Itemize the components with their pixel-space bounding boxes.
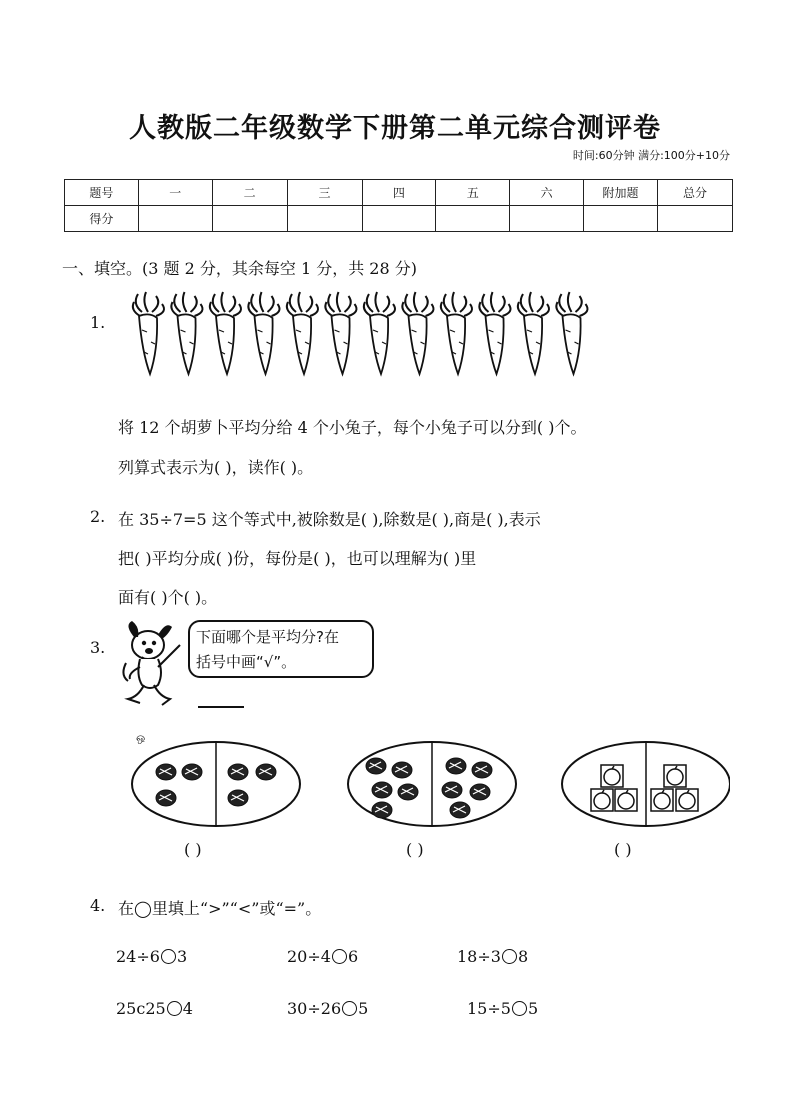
carrot-icon xyxy=(210,292,241,374)
compare-left: 24÷6 xyxy=(116,947,160,966)
answer-paren-2[interactable]: ( ) xyxy=(406,840,424,859)
carrot-icon xyxy=(402,292,433,374)
score-input-cell[interactable] xyxy=(510,206,584,232)
compare-circle[interactable] xyxy=(342,1001,357,1016)
carrot-icon xyxy=(556,292,587,374)
compare-right: 4 xyxy=(182,999,193,1018)
compare-left: 20÷4 xyxy=(287,947,331,966)
carrot-icon xyxy=(518,292,549,374)
answer-paren-1[interactable]: ( ) xyxy=(184,840,202,859)
carrot-row-illustration xyxy=(128,290,608,378)
compare-right: 3 xyxy=(176,947,188,966)
score-header-cell: 六 xyxy=(510,180,584,206)
score-header-cell: 附加题 xyxy=(584,180,658,206)
compare-right: 5 xyxy=(527,999,539,1018)
score-input-cell[interactable] xyxy=(436,206,510,232)
carrot-icon xyxy=(364,292,395,374)
score-header-cell: 三 xyxy=(287,180,362,206)
question-number: 2. xyxy=(90,507,106,526)
score-input-cell[interactable] xyxy=(362,206,436,232)
compare-circle[interactable] xyxy=(167,1001,182,1016)
compare-right: 8 xyxy=(517,947,529,966)
carrot-icon xyxy=(479,292,510,374)
score-table-header-row xyxy=(65,180,733,206)
dog-mascot-icon xyxy=(118,615,192,710)
score-header-cell: 题号 xyxy=(65,180,139,206)
score-input-cell[interactable] xyxy=(287,206,362,232)
score-input-cell[interactable] xyxy=(658,206,733,232)
question-number: 3. xyxy=(90,638,106,657)
answer-paren-3[interactable]: ( ) xyxy=(614,840,632,859)
compare-item xyxy=(287,947,358,966)
compare-left: 25c25 xyxy=(116,999,166,1018)
compare-left: 18÷3 xyxy=(457,947,501,966)
compare-item xyxy=(467,999,538,1018)
small-mark-icon: ஒ xyxy=(136,731,146,744)
carrot-icon xyxy=(133,292,164,374)
apple-icon xyxy=(654,793,670,809)
section-heading: 一、填空。(3 题 2 分，其余每空 1 分，共 28 分) xyxy=(62,259,417,278)
compare-left: 15÷5 xyxy=(467,999,511,1018)
apple-icon xyxy=(667,769,683,785)
score-input-cell[interactable] xyxy=(138,206,212,232)
compare-right: 6 xyxy=(347,947,359,966)
compare-circle[interactable] xyxy=(161,949,176,964)
q3-options-illustration xyxy=(130,740,730,828)
compare-circle[interactable] xyxy=(332,949,347,964)
apple-icon xyxy=(618,793,634,809)
carrot-icon xyxy=(171,292,202,374)
compare-circle[interactable] xyxy=(502,949,517,964)
q1-line2: 列算式表示为( )，读作( )。 xyxy=(118,458,314,477)
compare-item xyxy=(116,947,187,966)
compare-item xyxy=(287,999,368,1018)
score-table xyxy=(64,179,733,232)
score-row-label: 得分 xyxy=(65,206,139,232)
score-header-cell: 总分 xyxy=(658,180,733,206)
exam-meta: 时间:60分钟 满分:100分+10分 xyxy=(572,149,730,162)
carrot-icon-group xyxy=(133,292,588,374)
bubble-line1: 下面哪个是平均分?在 xyxy=(196,628,339,646)
score-header-cell: 一 xyxy=(138,180,212,206)
compare-left: 30÷26 xyxy=(287,999,342,1018)
compare-item xyxy=(116,999,193,1018)
bubble-line2: 括号中画“√”。 xyxy=(196,653,297,671)
speech-bubble xyxy=(188,620,374,678)
compare-item xyxy=(457,947,528,966)
apple-icon xyxy=(679,793,695,809)
question-number: 4. xyxy=(90,896,106,915)
compare-right: 5 xyxy=(358,999,369,1018)
plates-group xyxy=(132,742,730,826)
q2-line1: 在 35÷7=5 这个等式中,被除数是( ),除数是( ),商是( ),表示 xyxy=(118,510,541,529)
score-table-score-row xyxy=(65,206,733,232)
score-input-cell[interactable] xyxy=(212,206,287,232)
carrot-icon xyxy=(441,292,472,374)
compare-circle[interactable] xyxy=(512,1001,527,1016)
decorative-line xyxy=(198,706,244,708)
carrot-icon xyxy=(287,292,318,374)
q2-line3: 面有( )个( )。 xyxy=(118,588,218,607)
question-number: 1. xyxy=(90,313,106,332)
score-input-cell[interactable] xyxy=(584,206,658,232)
carrot-icon xyxy=(248,292,279,374)
score-header-cell: 五 xyxy=(436,180,510,206)
carrot-icon xyxy=(325,292,356,374)
score-header-cell: 四 xyxy=(362,180,436,206)
apple-icon xyxy=(604,769,620,785)
q2-line2: 把( )平均分成( )份，每份是( )，也可以理解为( )里 xyxy=(118,549,477,568)
score-header-cell: 二 xyxy=(212,180,287,206)
apple-icon xyxy=(594,793,610,809)
q4-prompt: 在◯里填上“>”“<”或“=”。 xyxy=(118,899,322,918)
page-title: 人教版二年级数学下册第二单元综合测评卷 xyxy=(129,113,661,144)
q1-line1: 将 12 个胡萝卜平均分给 4 个小兔子，每个小兔子可以分到( )个。 xyxy=(118,418,587,437)
